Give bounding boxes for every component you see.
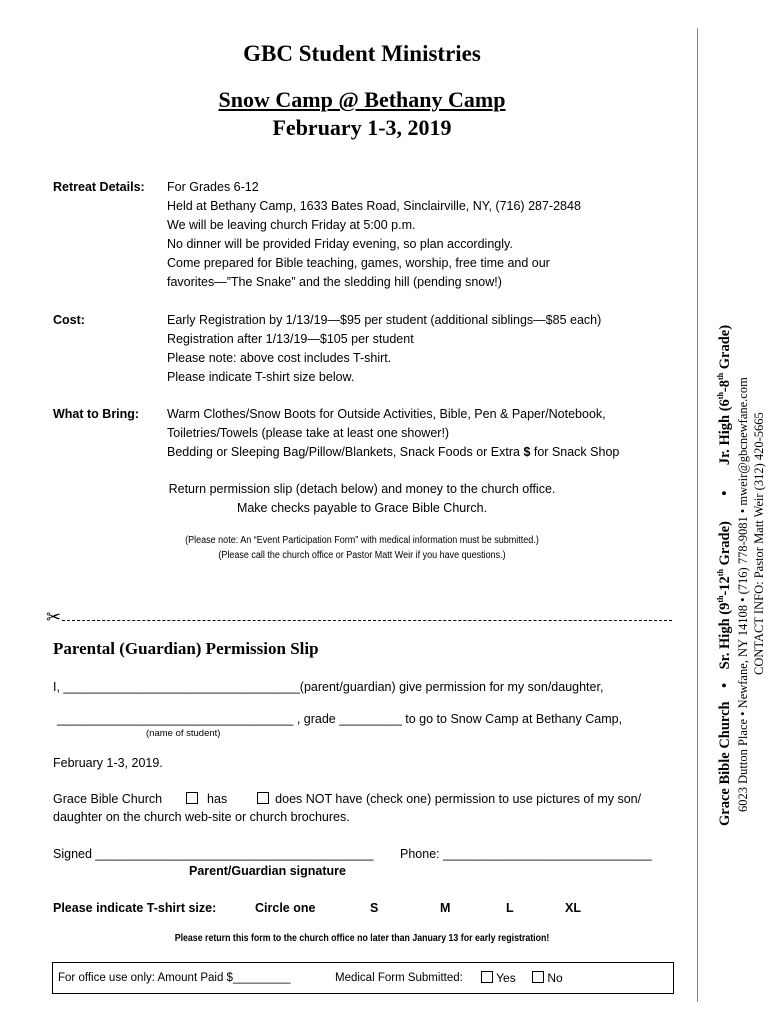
sidebar-bullet: •	[716, 490, 733, 496]
retreat-line: We will be leaving church Friday at 5:00 p.m.	[167, 218, 416, 232]
questions-note-wrap	[52, 550, 672, 561]
cost-line: Early Registration by 1/13/19—$95 per student (additional siblings—$85 each)	[167, 313, 602, 327]
cost-line: Please note: above cost includes T-shirt.	[167, 351, 392, 365]
circle-one-label: Circle one	[255, 901, 316, 915]
does-not-have-label: does NOT have (check one) permission to use pictures of my son/	[275, 792, 642, 806]
parent-permission-line[interactable]: I, __________________________________(parent/guardian) give permission for my son/daughter,	[53, 680, 604, 694]
tshirt-label: Please indicate T-shirt size:	[53, 901, 217, 915]
sidebar-divider	[697, 28, 698, 1002]
sidebar-sr-b: th	[716, 595, 725, 603]
sidebar-contact-line: CONTACT INFO: Pastor Matt Weir (312) 420-5665	[752, 412, 766, 675]
bring-details	[167, 405, 619, 462]
cost-line: Registration after 1/13/19—$105 per student	[167, 332, 414, 346]
no-checkbox[interactable]	[532, 971, 544, 983]
sidebar-jr-b: th	[716, 392, 725, 400]
sidebar-sr-d: th	[716, 569, 725, 577]
yes-label: Yes	[496, 971, 516, 985]
size-option-xl[interactable]: XL	[565, 901, 581, 915]
org-title: GBC Student Ministries	[243, 41, 481, 66]
cost-line: Please indicate T-shirt size below.	[167, 370, 355, 384]
sidebar-jr-e: Grade)	[716, 324, 733, 373]
questions-note: (Please call the church office or Pastor Matt Weir if you have questions.)	[218, 550, 506, 561]
has-label: has	[207, 792, 228, 806]
bring-line	[167, 443, 619, 462]
signature-field[interactable]: Signed ________________________________________	[53, 847, 374, 861]
cut-line	[62, 620, 672, 621]
retreat-line: For Grades 6-12	[167, 180, 259, 194]
sidebar-address-line: 6023 Dutton Place • Newfane, NY 14108 • (716) 778-9081 • mweir@gbcnewfane.com	[736, 377, 750, 812]
no-label: No	[547, 971, 563, 985]
scissors-icon: ✂	[46, 607, 62, 627]
phone-field[interactable]: Phone: ______________________________	[400, 847, 652, 861]
bring-line: Warm Clothes/Snow Boots for Outside Activities, Bible, Pen & Paper/Notebook,	[167, 407, 606, 421]
sidebar-bullet: •	[716, 682, 733, 688]
size-option-s[interactable]: S	[370, 901, 379, 915]
return-note-wrap	[52, 933, 672, 944]
event-title: Snow Camp @ Bethany Camp	[218, 87, 506, 112]
cost-label: Cost:	[53, 313, 85, 327]
sidebar-jr-high	[717, 325, 733, 465]
bring-line: Toiletries/Towels (please take at least one shower!)	[167, 426, 450, 440]
sidebar-jr-c: -8	[716, 379, 733, 393]
has-checkbox[interactable]	[186, 792, 198, 804]
retreat-line: Held at Bethany Camp, 1633 Bates Road, Sinclairville, NY, (716) 287-2848	[167, 199, 581, 213]
amount-paid-field[interactable]: For office use only: Amount Paid $_________	[58, 972, 291, 984]
size-option-l[interactable]: L	[506, 901, 514, 915]
bring-label: What to Bring:	[53, 407, 140, 421]
photo-permission-line	[53, 792, 641, 806]
sidebar-jr-d: th	[716, 372, 725, 380]
retreat-label: Retreat Details:	[53, 180, 145, 194]
sidebar-sr-a: Sr. High (9	[716, 602, 733, 670]
no-option[interactable]	[532, 971, 563, 985]
medical-note-wrap	[52, 535, 672, 546]
signature-caption: Parent/Guardian signature	[189, 864, 346, 878]
size-option-m[interactable]: M	[440, 901, 451, 915]
medical-form-label: Medical Form Submitted:	[335, 972, 463, 984]
sidebar-sr-e: Grade)	[716, 521, 733, 570]
retreat-line: Come prepared for Bible teaching, games, worship, free time and our	[167, 256, 550, 270]
retreat-line: favorites—”The Snake” and the sledding hill (pending snow!)	[167, 275, 502, 289]
church-name: Grace Bible Church	[53, 792, 163, 806]
cost-details	[167, 311, 601, 387]
retreat-details	[167, 178, 581, 292]
yes-option[interactable]	[481, 971, 516, 985]
office-use-box	[52, 962, 674, 994]
photo-permission-line2: daughter on the church web-site or church brochures.	[53, 810, 350, 824]
medical-note: (Please note: An “Event Participation Form” with medical information must be submitted.)	[185, 535, 539, 546]
dollar-sign: $	[523, 445, 531, 459]
checks-instructions: Make checks payable to Grace Bible Church.	[236, 501, 488, 515]
bring-line3-suffix: for Snack Shop	[530, 445, 620, 459]
sidebar-church-line	[716, 325, 734, 826]
student-name-caption: (name of student)	[146, 728, 221, 739]
retreat-line: No dinner will be provided Friday evening, so plan accordingly.	[167, 237, 513, 251]
sidebar-church-name: Grace Bible Church	[716, 701, 733, 826]
does-not-have-checkbox[interactable]	[257, 792, 269, 804]
sidebar-sr-high	[717, 521, 733, 669]
return-note: Please return this form to the church office no later than January 13 for early registration!	[174, 933, 550, 944]
sidebar-jr-a: Jr. High (6	[716, 399, 733, 466]
bring-line3-prefix: Bedding or Sleeping Bag/Pillow/Blankets, Snack Foods or Extra	[167, 445, 524, 459]
slip-title: Parental (Guardian) Permission Slip	[53, 639, 319, 658]
sidebar-sr-c: -12	[716, 576, 733, 596]
event-dates: February 1-3, 2019	[272, 115, 452, 140]
return-instructions: Return permission slip (detach below) and money to the church office.	[168, 482, 556, 496]
date-line: February 1-3, 2019.	[53, 756, 163, 770]
yes-checkbox[interactable]	[481, 971, 493, 983]
student-grade-line[interactable]: __________________________________ , grade _________ to go to Snow Camp at Bethany Camp,	[57, 712, 623, 726]
